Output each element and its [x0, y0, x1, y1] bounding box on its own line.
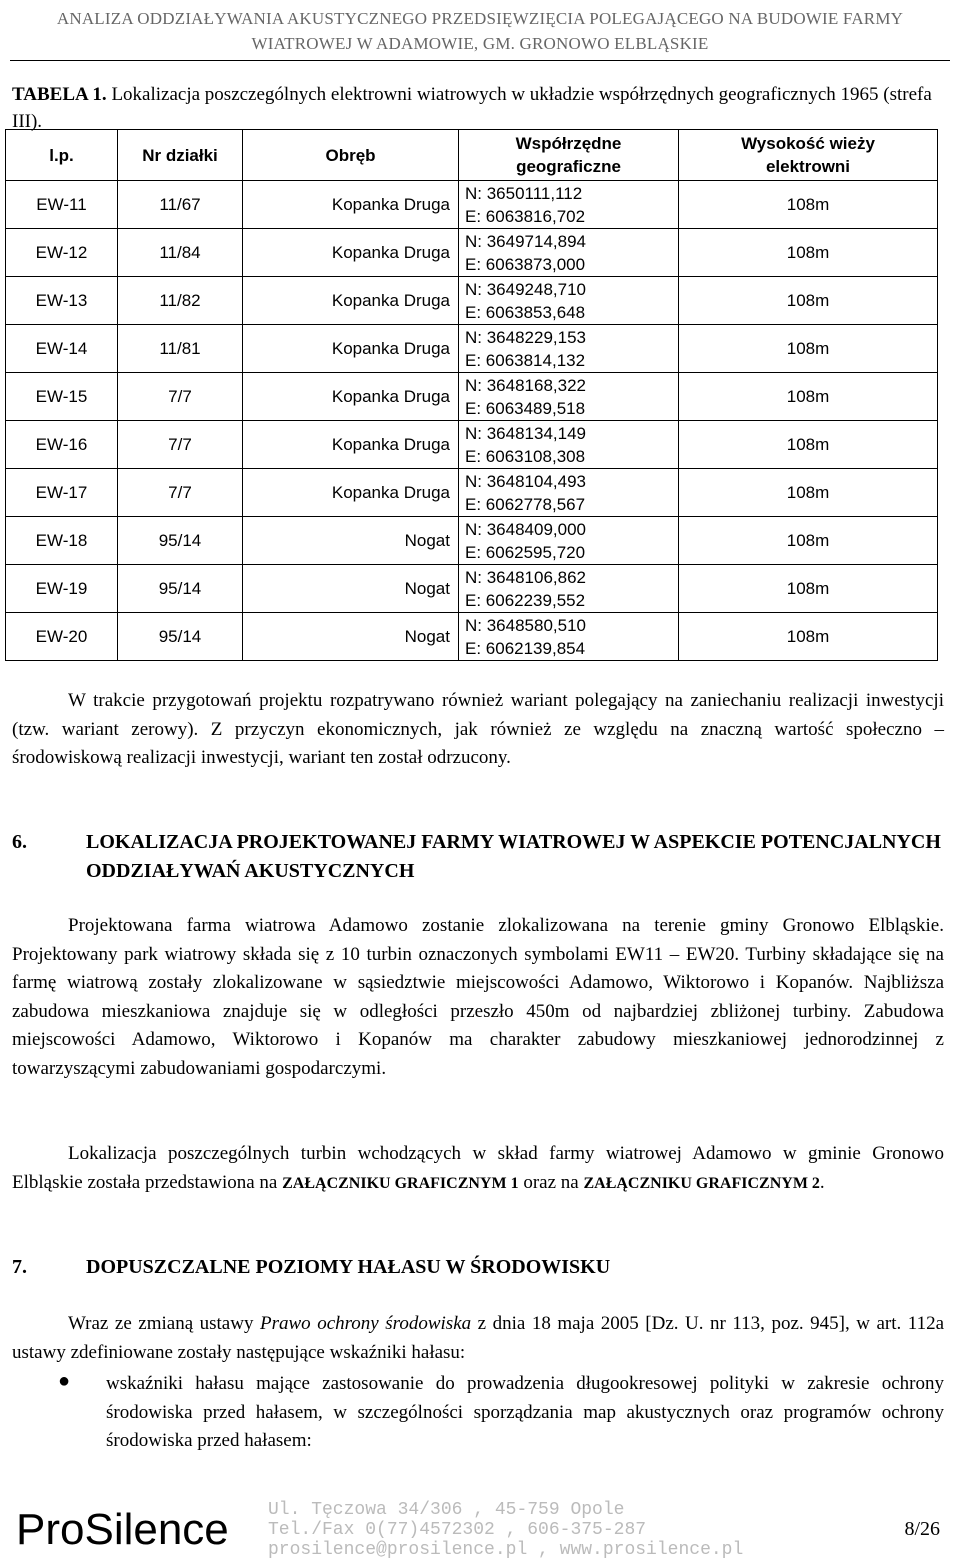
cell-lp: EW-20: [6, 613, 118, 661]
logo-text: ProSilence: [16, 1505, 229, 1552]
cell-dzialka: 95/14: [118, 613, 243, 661]
cell-dzialka: 11/67: [118, 181, 243, 229]
cell-height: 108m: [679, 181, 938, 229]
coordinate-e: E: 6063814,132: [465, 350, 586, 370]
coordinate-e: E: 6063816,702: [465, 206, 586, 226]
table-row: [6, 469, 938, 517]
cell-coordinates: [459, 421, 679, 469]
paragraph-attachments-mid: oraz na: [523, 1171, 579, 1193]
cell-obreb: Nogat: [243, 613, 459, 661]
table-row: [6, 613, 938, 661]
header-divider: [10, 60, 950, 61]
coordinate-n: N: 3648106,862: [465, 567, 586, 587]
header-dzialka: Nr działki: [118, 130, 243, 181]
paragraph-attachments-part1: Lokalizacja poszczególnych turbin wchodzących w skład farmy wiatrowej Adamowo w gminie Gronowo Elbląskie została przedstawiona na: [12, 1143, 944, 1193]
footer-address: Ul. Tęczowa 34/306 , 45-759 Opole: [268, 1500, 625, 1520]
footer-email-web: prosilence@prosilence.pl , www.prosilence.pl: [268, 1540, 744, 1560]
paragraph-location: [12, 912, 944, 1083]
header-coordinates: [459, 130, 679, 181]
header-height-line1: Wysokość wieży: [741, 134, 875, 153]
cell-coordinates: [459, 517, 679, 565]
coordinate-n: N: 3648168,322: [465, 375, 586, 395]
table-header-row: [6, 130, 938, 181]
table-row: [6, 229, 938, 277]
paragraph-location-text: Projektowana farma wiatrowa Adamowo zostanie zlokalizowana na terenie gminy Gronowo Elbląskie. Projektowany park wiatrowy składa się z 10 turbin oznaczonych symbolami EW11 – EW20. Turbiny składające się na farmę wiatrową zostały zlokalizowane w sąsiedztwie miejscowości Adamowo, Wiktorowo i Kopanów. Najbliższa zabudowa mieszkaniowa znajduje się w odległości przeszło 450m od najbardziej zbliżonej turbiny. Zabudowa miejscowości Adamowo, Wiktorowo i Kopanów ma charakter zabudowy mieszkaniowej jednorodzinnej z towarzyszącymi zabudowaniami gospodarczymi.: [12, 915, 944, 1079]
cell-lp: EW-17: [6, 469, 118, 517]
attachment-ref-1: ZAŁĄCZNIKU GRAFICZNYM 1: [282, 1174, 519, 1192]
coordinate-e: E: 6063108,308: [465, 446, 586, 466]
section-6-title: LOKALIZACJA PROJEKTOWANEJ FARMY WIATROWEJ W ASPEKCIE POTENCJALNYCH ODDZIAŁYWAŃ AKUSTYCZNYCH: [86, 831, 941, 882]
coordinate-n: N: 3648409,000: [465, 519, 586, 539]
cell-coordinates: [459, 181, 679, 229]
header-line-1: ANALIZA ODDZIAŁYWANIA AKUSTYCZNEGO PRZEDSIĘWZIĘCIA POLEGAJĄCEGO NA BUDOWIE FARMY: [56, 9, 904, 28]
cell-dzialka: 95/14: [118, 517, 243, 565]
cell-dzialka: 11/81: [118, 325, 243, 373]
cell-obreb: Nogat: [243, 565, 459, 613]
header-height: [679, 130, 938, 181]
cell-dzialka: 7/7: [118, 421, 243, 469]
coordinate-e: E: 6063873,000: [465, 254, 586, 274]
cell-obreb: Kopanka Druga: [243, 325, 459, 373]
cell-height: 108m: [679, 469, 938, 517]
paragraph-law-part2: z dnia 18 maja 2005 [Dz. U. nr 113, poz. 945], w art. 112a ustawy zdefiniowane zostały następujące wskaźniki hałasu:: [12, 1313, 945, 1363]
cell-height: 108m: [679, 277, 938, 325]
attachment-ref-2: ZAŁĄCZNIKU GRAFICZNYM 2: [583, 1174, 820, 1192]
section-6-number: 6.: [12, 831, 27, 853]
cell-height: 108m: [679, 517, 938, 565]
table-row: [6, 277, 938, 325]
coordinate-e: E: 6063853,648: [465, 302, 586, 322]
table-row: [6, 421, 938, 469]
header-height-line2: elektrowni: [765, 157, 851, 176]
coordinate-e: E: 6062239,552: [465, 590, 586, 610]
cell-dzialka: 11/82: [118, 277, 243, 325]
law-title: Prawo ochrony środowiska: [260, 1313, 472, 1334]
footer-phone: Tel./Fax 0(77)4572302 , 606-375-287: [268, 1520, 647, 1540]
cell-height: 108m: [679, 373, 938, 421]
page-number: 8/26: [904, 1518, 940, 1540]
header-obreb: [243, 130, 459, 181]
cell-lp: EW-12: [6, 229, 118, 277]
cell-lp: EW-18: [6, 517, 118, 565]
cell-coordinates: [459, 373, 679, 421]
cell-lp: EW-13: [6, 277, 118, 325]
cell-height: 108m: [679, 613, 938, 661]
cell-coordinates: [459, 565, 679, 613]
cell-obreb: Kopanka Druga: [243, 181, 459, 229]
cell-obreb: Kopanka Druga: [243, 469, 459, 517]
table-caption-text: Lokalizacja poszczególnych elektrowni wiatrowych w układzie współrzędnych geograficznych 1965 (strefa III).: [12, 84, 932, 132]
section-7-number: 7.: [12, 1256, 27, 1278]
cell-coordinates: [459, 229, 679, 277]
table-row: [6, 565, 938, 613]
cell-coordinates: [459, 469, 679, 517]
cell-obreb: Kopanka Druga: [243, 373, 459, 421]
table-row: [6, 325, 938, 373]
coordinate-n: N: 3650111,112: [465, 183, 583, 203]
cell-dzialka: 11/84: [118, 229, 243, 277]
bullet-item-1: wskaźniki hałasu mające zastosowanie do prowadzenia długookresowej polityki w zakresie ochrony środowiska przed hałasem, w szczególności sporządzania map akustycznych oraz programów ochrony środowiska przed hałasem:: [106, 1373, 944, 1451]
cell-obreb: Kopanka Druga: [243, 421, 459, 469]
header-coordinates-line1: Współrzędne: [515, 134, 622, 153]
cell-lp: EW-19: [6, 565, 118, 613]
section-7-title: DOPUSZCZALNE POZIOMY HAŁASU W ŚRODOWISKU: [86, 1256, 611, 1278]
cell-obreb: Kopanka Druga: [243, 229, 459, 277]
cell-lp: EW-16: [6, 421, 118, 469]
cell-lp: EW-14: [6, 325, 118, 373]
footer-contact: [268, 1500, 788, 1560]
cell-height: 108m: [679, 565, 938, 613]
cell-height: 108m: [679, 325, 938, 373]
paragraph-attachments-end: .: [819, 1171, 825, 1193]
coordinate-e: E: 6062595,720: [465, 542, 586, 562]
header-coordinates-line2: geograficzne: [516, 157, 621, 176]
coordinate-e: E: 6062778,567: [465, 494, 586, 514]
cell-coordinates: [459, 613, 679, 661]
cell-lp: EW-15: [6, 373, 118, 421]
coordinate-n: N: 3648580,510: [465, 615, 586, 635]
coordinate-n: N: 3648104,493: [465, 471, 586, 491]
cell-obreb: Kopanka Druga: [243, 277, 459, 325]
cell-dzialka: 7/7: [118, 469, 243, 517]
paragraph-zero-variant-text: W trakcie przygotowań projektu rozpatrywano również wariant polegający na zaniechaniu realizacji inwestycji (tzw. wariant zerowy). Z przyczyn ekonomicznych, jak również ze względu na znaczną wartość społeczno – środowiskową realizacji inwestycji, wariant ten został odrzucony.: [12, 690, 944, 768]
cell-coordinates: [459, 277, 679, 325]
coordinate-e: E: 6062139,854: [465, 638, 586, 658]
paragraph-zero-variant: [12, 687, 944, 773]
coordinate-n: N: 3649248,710: [465, 279, 586, 299]
table-row: [6, 517, 938, 565]
paragraph-law: [12, 1310, 944, 1367]
coordinate-n: N: 3648134,149: [465, 423, 586, 443]
header-line-2: WIATROWEJ W ADAMOWIE, GM. GRONOWO ELBLĄSKIE: [251, 34, 709, 53]
cell-dzialka: 95/14: [118, 565, 243, 613]
cell-height: 108m: [679, 421, 938, 469]
cell-coordinates: [459, 325, 679, 373]
coordinate-n: N: 3649714,894: [465, 231, 586, 251]
bullet-dot-icon: ●: [58, 1370, 71, 1392]
cell-dzialka: 7/7: [118, 373, 243, 421]
header-lp: l.p.: [6, 130, 118, 181]
paragraph-attachments: [12, 1140, 944, 1198]
paragraph-law-part1: Wraz ze zmianą ustawy: [68, 1313, 254, 1334]
prosilence-logo: [14, 1502, 252, 1552]
cell-lp: EW-11: [6, 181, 118, 229]
cell-obreb: Nogat: [243, 517, 459, 565]
document-header: [0, 0, 960, 62]
coordinate-n: N: 3648229,153: [465, 327, 586, 347]
table-row: [6, 181, 938, 229]
cell-height: 108m: [679, 229, 938, 277]
header-obreb-text: Obręb: [325, 145, 376, 165]
coordinate-e: E: 6063489,518: [465, 398, 586, 418]
table-caption-label: TABELA 1.: [12, 84, 107, 105]
bullet-list: [0, 1370, 960, 1460]
table-row: [6, 373, 938, 421]
table-caption: [12, 81, 947, 135]
turbine-coordinates-table: [5, 129, 938, 661]
